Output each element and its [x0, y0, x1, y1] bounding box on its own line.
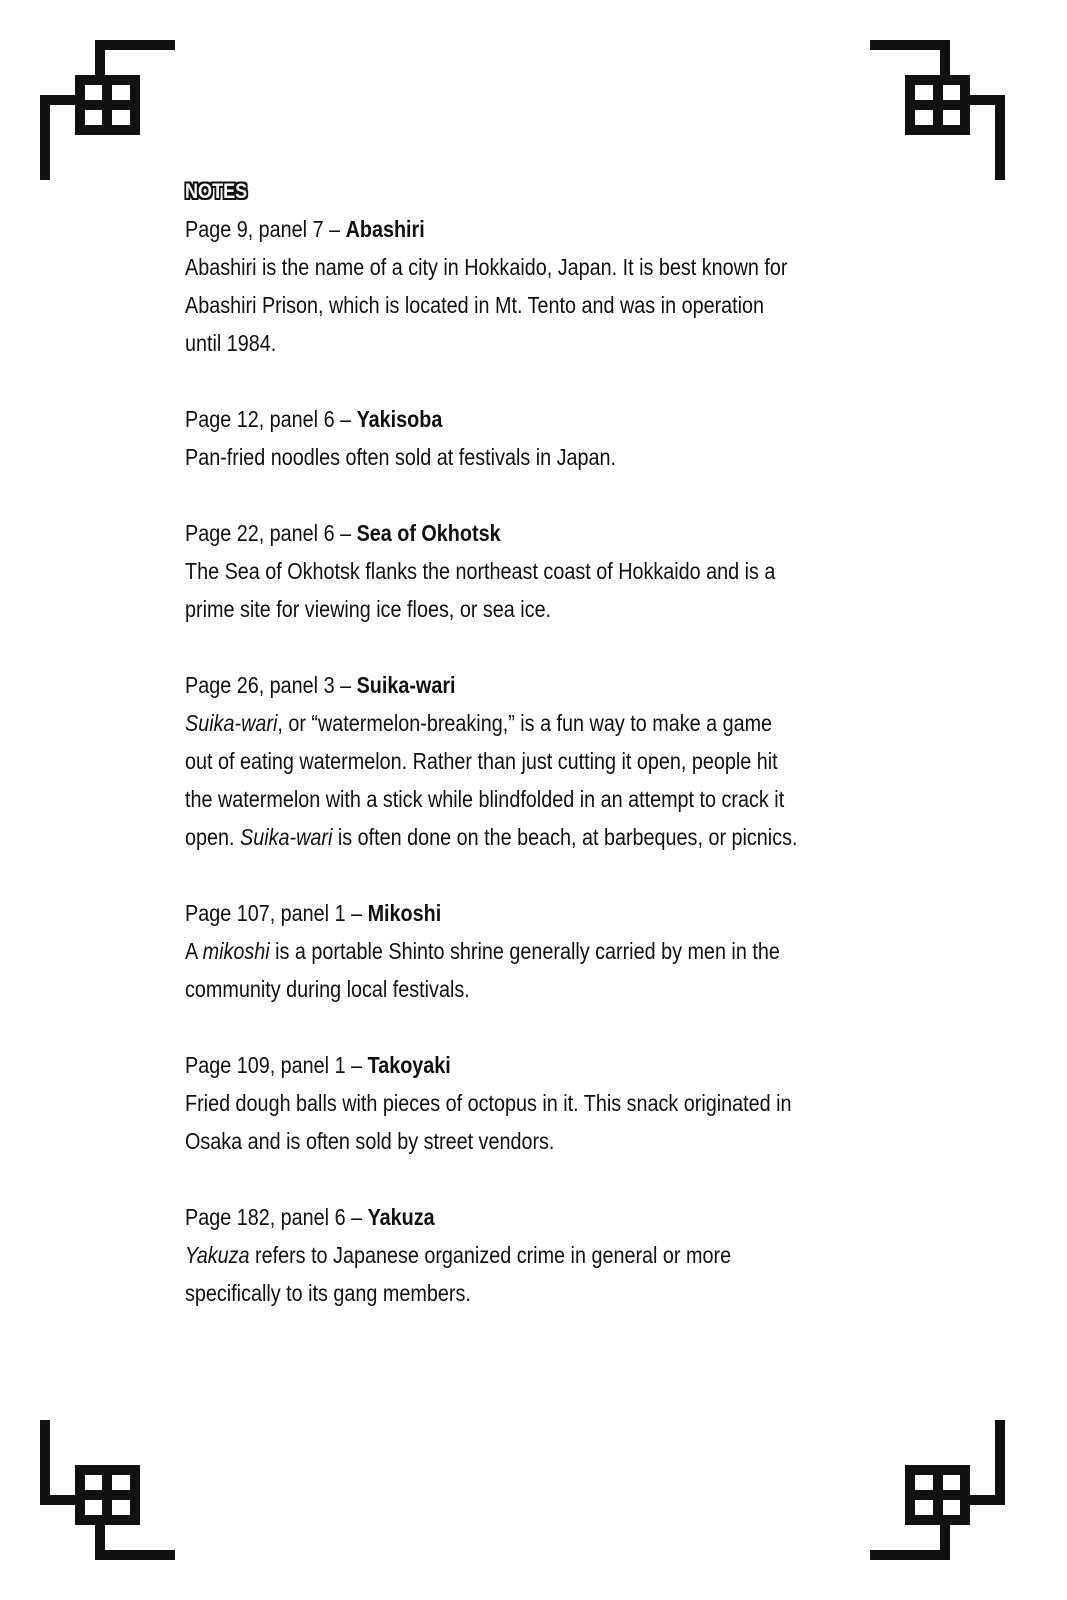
notes-list	[185, 210, 905, 1312]
note-page-reference: Page 26, panel 3 –	[185, 672, 357, 698]
note-term: Yakuza	[367, 1204, 435, 1230]
note-entry	[185, 400, 905, 476]
note-text: The Sea of Okhotsk flanks the northeast coast of Hokkaido and is a	[185, 558, 776, 584]
note-entry-heading	[185, 1198, 890, 1236]
note-body-line	[185, 818, 890, 856]
note-italic-term: Yakuza	[185, 1242, 250, 1268]
note-italic-term: Suika-wari	[239, 824, 333, 850]
note-term: Suika-wari	[356, 672, 456, 698]
fret-ornament-icon	[40, 1420, 180, 1560]
note-body-line	[185, 1122, 890, 1160]
note-body-line	[185, 780, 890, 818]
note-body-line	[185, 590, 890, 628]
note-entry-body	[185, 438, 890, 476]
note-text: Pan-fried noodles often sold at festivals in Japan.	[185, 444, 617, 470]
note-entry-heading	[185, 666, 890, 704]
note-entry	[185, 894, 905, 1008]
note-text: A	[185, 938, 203, 964]
note-body-line	[185, 1084, 890, 1122]
note-text: Abashiri Prison, which is located in Mt. Tento and was in operation	[185, 292, 765, 318]
fret-ornament-icon	[865, 1420, 1005, 1560]
note-term: Mikoshi	[367, 900, 442, 926]
note-text: out of eating watermelon. Rather than just cutting it open, people hit	[185, 748, 778, 774]
notes-heading: NOTES	[185, 180, 248, 203]
note-entry-heading	[185, 514, 890, 552]
note-body-line	[185, 286, 890, 324]
note-page-reference: Page 9, panel 7 –	[185, 216, 346, 242]
note-body-line	[185, 742, 890, 780]
note-entry-body	[185, 1084, 890, 1160]
note-entry-body	[185, 1236, 890, 1312]
note-page-reference: Page 22, panel 6 –	[185, 520, 357, 546]
note-page-reference: Page 182, panel 6 –	[185, 1204, 368, 1230]
note-entry-body	[185, 932, 890, 1008]
note-term: Abashiri	[345, 216, 425, 242]
note-text: until 1984.	[185, 330, 277, 356]
notes-section	[185, 180, 905, 1350]
note-body-line	[185, 248, 890, 286]
note-entry	[185, 666, 905, 856]
note-term: Takoyaki	[367, 1052, 451, 1078]
note-page-reference: Page 107, panel 1 –	[185, 900, 368, 926]
note-body-line	[185, 552, 890, 590]
note-page-reference: Page 109, panel 1 –	[185, 1052, 368, 1078]
note-italic-term: mikoshi	[202, 938, 270, 964]
note-text: is often done on the beach, at barbeques, or picnics.	[332, 824, 798, 850]
note-entry-body	[185, 552, 890, 628]
note-body-line	[185, 970, 890, 1008]
corner-ornament-top-left	[40, 40, 180, 180]
note-entry	[185, 210, 905, 362]
note-body-line	[185, 324, 890, 362]
note-text: refers to Japanese organized crime in general or more	[249, 1242, 732, 1268]
note-entry-body	[185, 704, 890, 856]
note-entry	[185, 1046, 905, 1160]
note-text: community during local festivals.	[185, 976, 470, 1002]
note-text: prime site for viewing ice floes, or sea ice.	[185, 596, 552, 622]
note-term: Sea of Okhotsk	[356, 520, 501, 546]
note-entry	[185, 514, 905, 628]
note-page-reference: Page 12, panel 6 –	[185, 406, 357, 432]
note-body-line	[185, 438, 890, 476]
note-entry-heading	[185, 1046, 890, 1084]
note-text: is a portable Shinto shrine generally carried by men in the	[269, 938, 780, 964]
note-text: Osaka and is often sold by street vendors.	[185, 1128, 555, 1154]
note-italic-term: Suika-wari	[185, 710, 278, 736]
note-text: specifically to its gang members.	[185, 1280, 471, 1306]
note-text: Fried dough balls with pieces of octopus in it. This snack originated in	[185, 1090, 792, 1116]
note-entry-heading	[185, 894, 890, 932]
note-text: open.	[185, 824, 240, 850]
corner-ornament-bottom-right	[865, 1420, 1005, 1560]
note-body-line	[185, 932, 890, 970]
note-body-line	[185, 1236, 890, 1274]
corner-ornament-top-right	[865, 40, 1005, 180]
note-text: Abashiri is the name of a city in Hokkaido, Japan. It is best known for	[185, 254, 788, 280]
fret-ornament-icon	[865, 40, 1005, 180]
note-entry-heading	[185, 400, 890, 438]
note-text: the watermelon with a stick while blindfolded in an attempt to crack it	[185, 786, 785, 812]
note-entry-body	[185, 248, 890, 362]
note-term: Yakisoba	[356, 406, 443, 432]
note-body-line	[185, 1274, 890, 1312]
note-body-line	[185, 704, 890, 742]
corner-ornament-bottom-left	[40, 1420, 180, 1560]
fret-ornament-icon	[40, 40, 180, 180]
note-entry	[185, 1198, 905, 1312]
note-entry-heading	[185, 210, 890, 248]
note-text: , or “watermelon-breaking,” is a fun way to make a game	[277, 710, 773, 736]
